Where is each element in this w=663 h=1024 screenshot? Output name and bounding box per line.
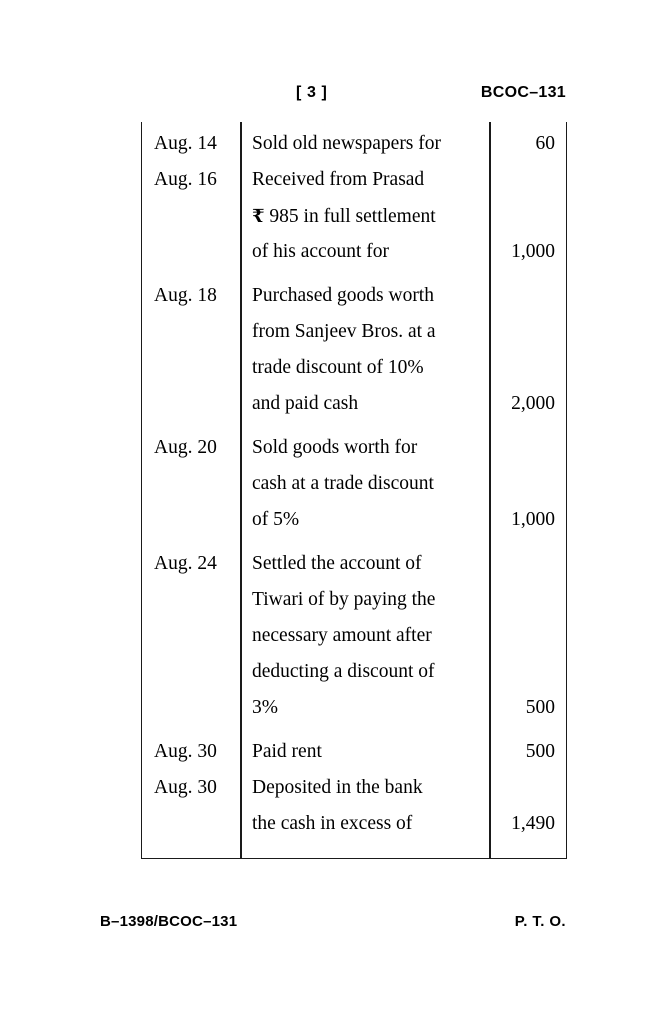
table-row-line — [142, 654, 566, 690]
table-row-line — [142, 314, 566, 350]
cell-description: Sold old newspapers for — [252, 133, 442, 154]
cell-date: Aug. 24 — [154, 553, 217, 574]
ledger-rows — [142, 122, 566, 842]
page-header — [0, 84, 663, 110]
paper-code: BCOC–131 — [480, 84, 566, 101]
ledger-table — [141, 122, 567, 859]
cell-description: 3% — [252, 697, 278, 718]
cell-amount: 500 — [525, 697, 555, 718]
cell-date: Aug. 20 — [154, 437, 217, 458]
table-row — [142, 546, 566, 726]
table-row-line — [142, 690, 566, 726]
cell-date: Aug. 18 — [154, 285, 217, 306]
cell-description: Settled the account of — [252, 553, 422, 574]
table-row-line — [142, 350, 566, 386]
cell-amount: 1,000 — [511, 509, 555, 530]
cell-amount: 1,000 — [511, 241, 555, 262]
page-footer — [0, 913, 663, 937]
table-row-line — [142, 234, 566, 270]
table-row-line — [142, 278, 566, 314]
cell-description: ₹ 985 in full settlement — [252, 206, 436, 227]
cell-description: Deposited in the bank — [252, 777, 423, 798]
table-row-line — [142, 386, 566, 422]
cell-date: Aug. 30 — [154, 741, 217, 762]
table-row-line — [142, 466, 566, 502]
table-row — [142, 278, 566, 422]
table-row — [142, 126, 566, 162]
table-row-line — [142, 770, 566, 806]
cell-description: and paid cash — [252, 393, 359, 414]
footer-pto: P. T. O. — [514, 913, 566, 930]
cell-description: Tiwari of by paying the — [252, 589, 436, 610]
rupee-symbol-icon: ₹ — [252, 206, 265, 226]
footer-paper-serial: B–1398/BCOC–131 — [100, 913, 238, 930]
cell-description: deducting a discount of — [252, 661, 435, 682]
table-row-line — [142, 618, 566, 654]
table-row — [142, 734, 566, 770]
cell-description: Paid rent — [252, 741, 322, 762]
cell-amount: 1,490 — [511, 813, 555, 834]
table-row-line — [142, 430, 566, 466]
cell-date: Aug. 16 — [154, 169, 217, 190]
table-row — [142, 770, 566, 842]
cell-amount: 500 — [525, 741, 555, 762]
cell-description: the cash in excess of — [252, 813, 413, 834]
table-row-line — [142, 126, 566, 162]
table-row-line — [142, 198, 566, 234]
table-row — [142, 430, 566, 538]
table-row — [142, 162, 566, 270]
cell-description: of his account for — [252, 241, 389, 262]
table-row-line — [142, 162, 566, 198]
cell-description: necessary amount after — [252, 625, 432, 646]
table-row-line — [142, 546, 566, 582]
cell-description: Purchased goods worth — [252, 285, 434, 306]
table-row-line — [142, 806, 566, 842]
table-row-line — [142, 502, 566, 538]
cell-date: Aug. 30 — [154, 777, 217, 798]
table-row-line — [142, 582, 566, 618]
cell-description: trade discount of 10% — [252, 357, 424, 378]
cell-description: of 5% — [252, 509, 300, 530]
cell-date: Aug. 14 — [154, 133, 217, 154]
page-number: [ 3 ] — [296, 84, 328, 101]
cell-description: Sold goods worth for — [252, 437, 418, 458]
cell-amount: 60 — [535, 133, 555, 154]
cell-description: Received from Prasad — [252, 169, 425, 190]
cell-description: from Sanjeev Bros. at a — [252, 321, 436, 342]
cell-amount: 2,000 — [511, 393, 555, 414]
table-row-line — [142, 734, 566, 770]
cell-description: cash at a trade discount — [252, 473, 434, 494]
